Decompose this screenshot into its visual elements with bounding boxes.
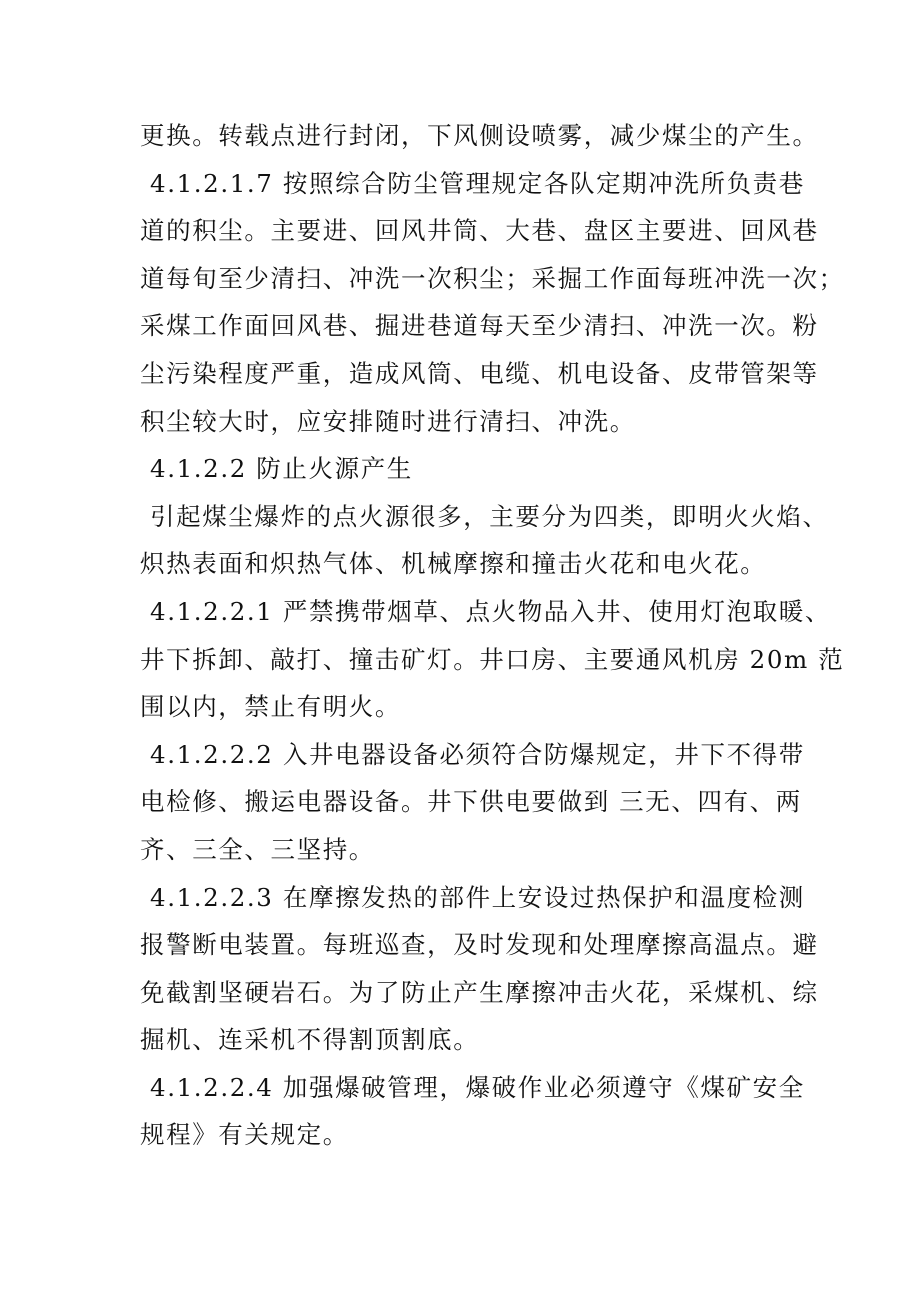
section-heading-line: 4.1.2.2.2 入井电器设备必须符合防爆规定，井下不得带 [150, 739, 805, 769]
text-line: 井下拆卸、敲打、撞击矿灯。井口房、主要通风机房 20m 范 [140, 644, 845, 674]
text-line: 规程》有关规定。 [140, 1120, 349, 1150]
text-line: 掘机、连采机不得割顶割底。 [140, 1025, 480, 1055]
section-heading-line: 4.1.2.2 防止火源产生 [150, 454, 413, 484]
text-line: 炽热表面和炽热气体、机械摩擦和撞击火花和电火花。 [140, 549, 767, 579]
text-line: 电检修、搬运电器设备。井下供电要做到 三无、四有、两 [140, 787, 802, 817]
section-heading-line: 4.1.2.2.4 加强爆破管理，爆破作业必须遵守《煤矿安全 [150, 1072, 805, 1102]
document-body [140, 112, 845, 1159]
text-line: 采煤工作面回风巷、掘进巷道每天至少清扫、冲洗一次。粉 [140, 311, 819, 341]
section-heading-line: 4.1.2.2.1 严禁携带烟草、点火物品入井、使用灯泡取暖、 [150, 596, 831, 626]
text-line: 引起煤尘爆炸的点火源很多，主要分为四类，即明火火焰、 [150, 501, 829, 531]
text-line: 报警断电装置。每班巡查，及时发现和处理摩擦高温点。避 [140, 930, 819, 960]
section-heading-line: 4.1.2.2.3 在摩擦发热的部件上安设过热保护和温度检测 [150, 882, 805, 912]
text-line: 尘污染程度严重，造成风筒、电缆、机电设备、皮带管架等 [140, 358, 819, 388]
text-line: 齐、三全、三坚持。 [140, 834, 375, 864]
section-heading-line: 4.1.2.1.7 按照综合防尘管理规定各队定期冲洗所负责巷 [150, 168, 805, 198]
text-line: 更换。转载点进行封闭，下风侧设喷雾，减少煤尘的产生。 [140, 121, 819, 150]
text-line: 围以内，禁止有明火。 [140, 692, 401, 722]
text-line: 免截割坚硬岩石。为了防止产生摩擦冲击火花，采煤机、综 [140, 977, 819, 1007]
text-line: 道每旬至少清扫、冲洗一次积尘；采掘工作面每班冲洗一次； [140, 263, 845, 293]
text-line: 道的积尘。主要进、回风井筒、大巷、盘区主要进、回风巷 [140, 216, 819, 246]
text-line: 积尘较大时，应安排随时进行清扫、冲洗。 [140, 406, 636, 436]
